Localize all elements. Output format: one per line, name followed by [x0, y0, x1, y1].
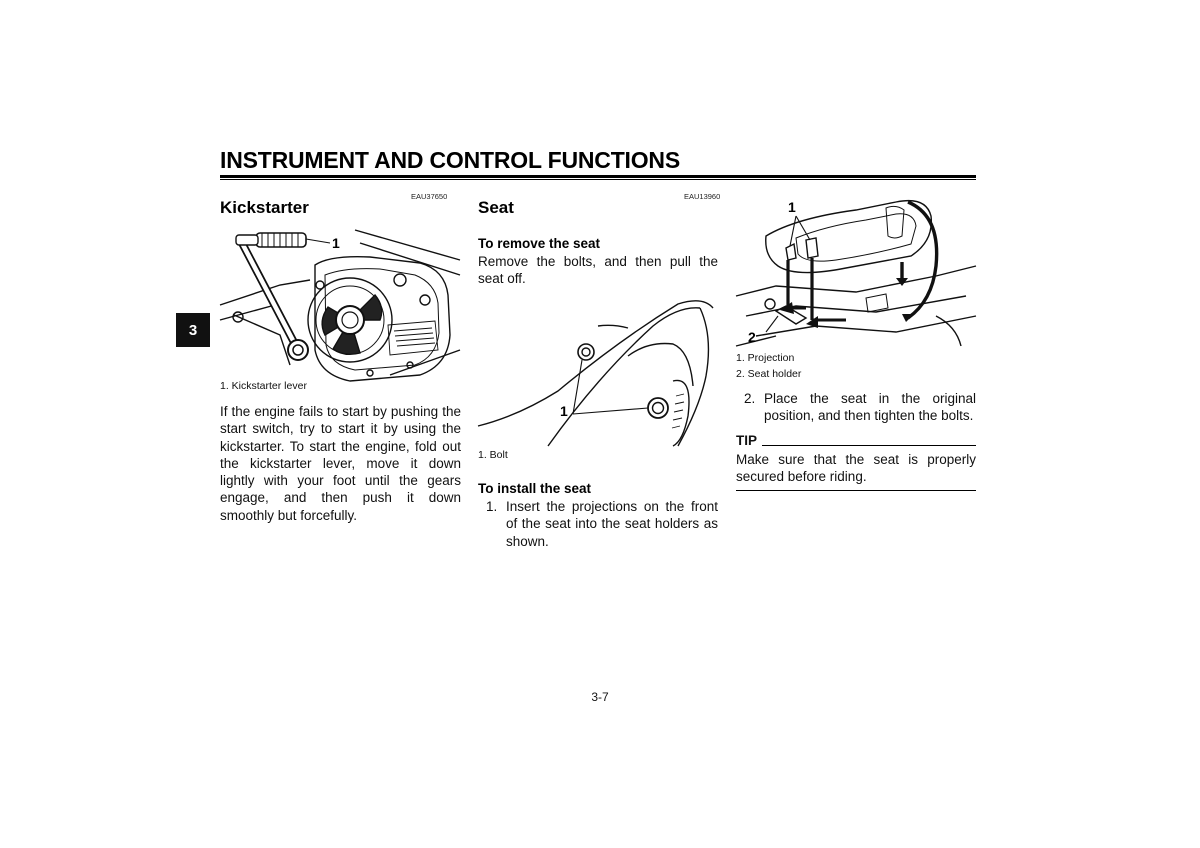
step-number: 1. [486, 499, 498, 514]
seat-holder-callout-2: 2 [748, 329, 756, 345]
figure-caption: 1. Kickstarter lever [220, 380, 307, 392]
install-step [486, 498, 718, 552]
figure-caption: 1. Projection [736, 352, 795, 364]
tip-rule [736, 490, 976, 491]
step-text: Place the seat in the original position, and then tighten the bolts. [764, 391, 976, 424]
section-heading: Seat [478, 198, 514, 217]
title-rule [220, 175, 976, 178]
page-title: INSTRUMENT AND CONTROL FUNCTIONS [220, 147, 680, 173]
kickstarter-illustration [220, 225, 462, 383]
chapter-tab: 3 [176, 313, 210, 347]
tip-rule [762, 445, 976, 446]
install-step [744, 390, 976, 426]
section-code: EAU13960 [684, 192, 721, 201]
figure-caption: 1. Bolt [478, 449, 508, 461]
remove-seat-heading: To remove the seat [478, 236, 601, 251]
figure-caption: 2. Seat holder [736, 368, 802, 380]
seat-holder-illustration [736, 196, 976, 354]
step-number: 2. [744, 391, 756, 406]
section-heading: Kickstarter [220, 198, 309, 217]
title-rule-thin [220, 179, 976, 180]
tip-text: Make sure that the seat is properly secured before riding. [736, 452, 976, 485]
page-number: 3-7 [591, 690, 609, 704]
seat-bolt-illustration [478, 296, 718, 446]
tip-label: TIP [736, 433, 758, 448]
projection-callout-1: 1 [788, 199, 796, 215]
install-seat-heading: To install the seat [478, 481, 592, 496]
kickstarter-callout-1: 1 [332, 235, 340, 251]
remove-seat-instructions: Remove the bolts, and then pull the seat off. [478, 254, 718, 287]
section-code: EAU37650 [411, 192, 448, 201]
step-text: Insert the projections on the front of the seat into the seat holders as shown. [506, 499, 718, 549]
kickstarter-instructions: If the engine fails to start by pushing the start switch, try to start it by using the kickstarter. To start the engine, fold out the kickstarter lever, move it down lightly with your foot until the gears engage, and then push it down smoothly but forcefully. [220, 404, 461, 523]
seat-bolt-callout-1: 1 [560, 403, 568, 419]
